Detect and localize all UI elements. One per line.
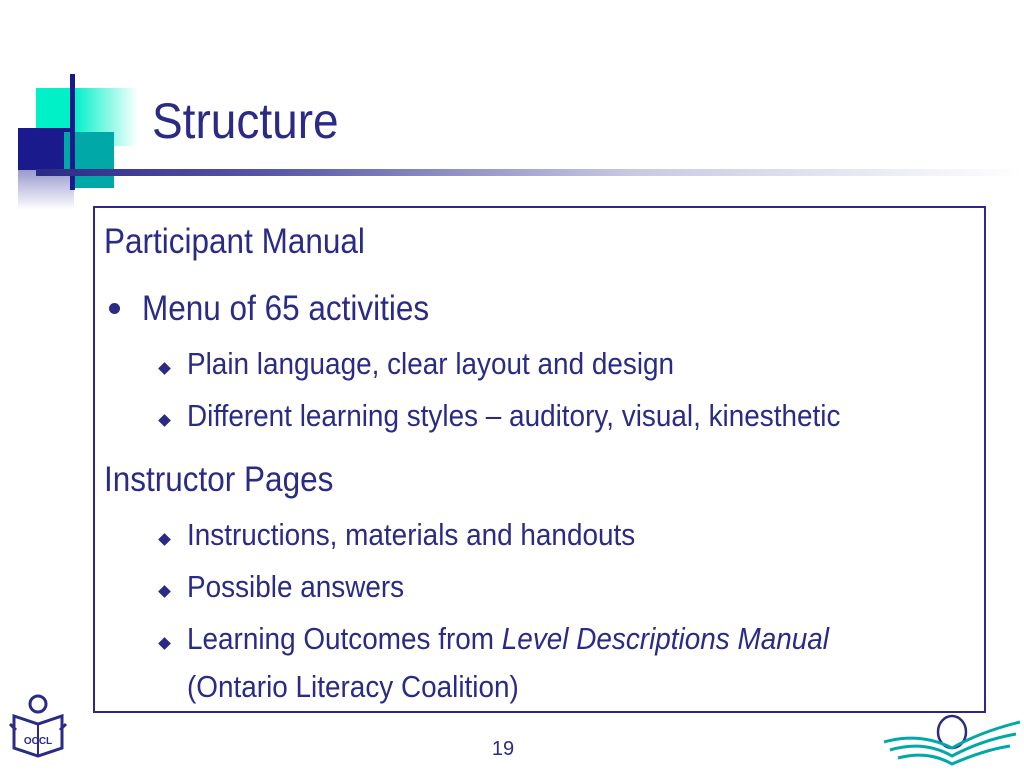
learning-outcomes-prefix: Learning Outcomes from bbox=[187, 621, 502, 656]
bullet-menu-activities: Menu of 65 activities bbox=[142, 289, 430, 328]
slide-title: Structure bbox=[152, 93, 339, 149]
occl-logo bbox=[8, 694, 68, 765]
bullet-dot-icon bbox=[109, 303, 120, 314]
swoosh-logo bbox=[880, 712, 1024, 771]
title-decoration bbox=[0, 70, 140, 210]
sub-item-plain-language: Plain language, clear layout and design bbox=[187, 346, 675, 381]
deco-gradient-block bbox=[18, 170, 74, 210]
title-underline bbox=[36, 169, 1024, 176]
manual-title-italic: Level Descriptions Manual bbox=[501, 621, 830, 656]
sub-item-learning-styles: Different learning styles – auditory, visual, kinesthetic bbox=[187, 398, 841, 433]
sub-item-learning-outcomes-line2: (Ontario Literacy Coalition) bbox=[187, 669, 519, 704]
occl-logo-text: OCCL bbox=[23, 736, 53, 747]
sub-item-possible-answers: Possible answers bbox=[187, 569, 405, 604]
sub-item-learning-outcomes bbox=[187, 621, 829, 657]
heading-instructor-pages: Instructor Pages bbox=[104, 460, 334, 499]
sub-item-instructions: Instructions, materials and handouts bbox=[187, 517, 636, 552]
heading-participant-manual: Participant Manual bbox=[104, 222, 365, 261]
page-number: 19 bbox=[491, 738, 515, 760]
